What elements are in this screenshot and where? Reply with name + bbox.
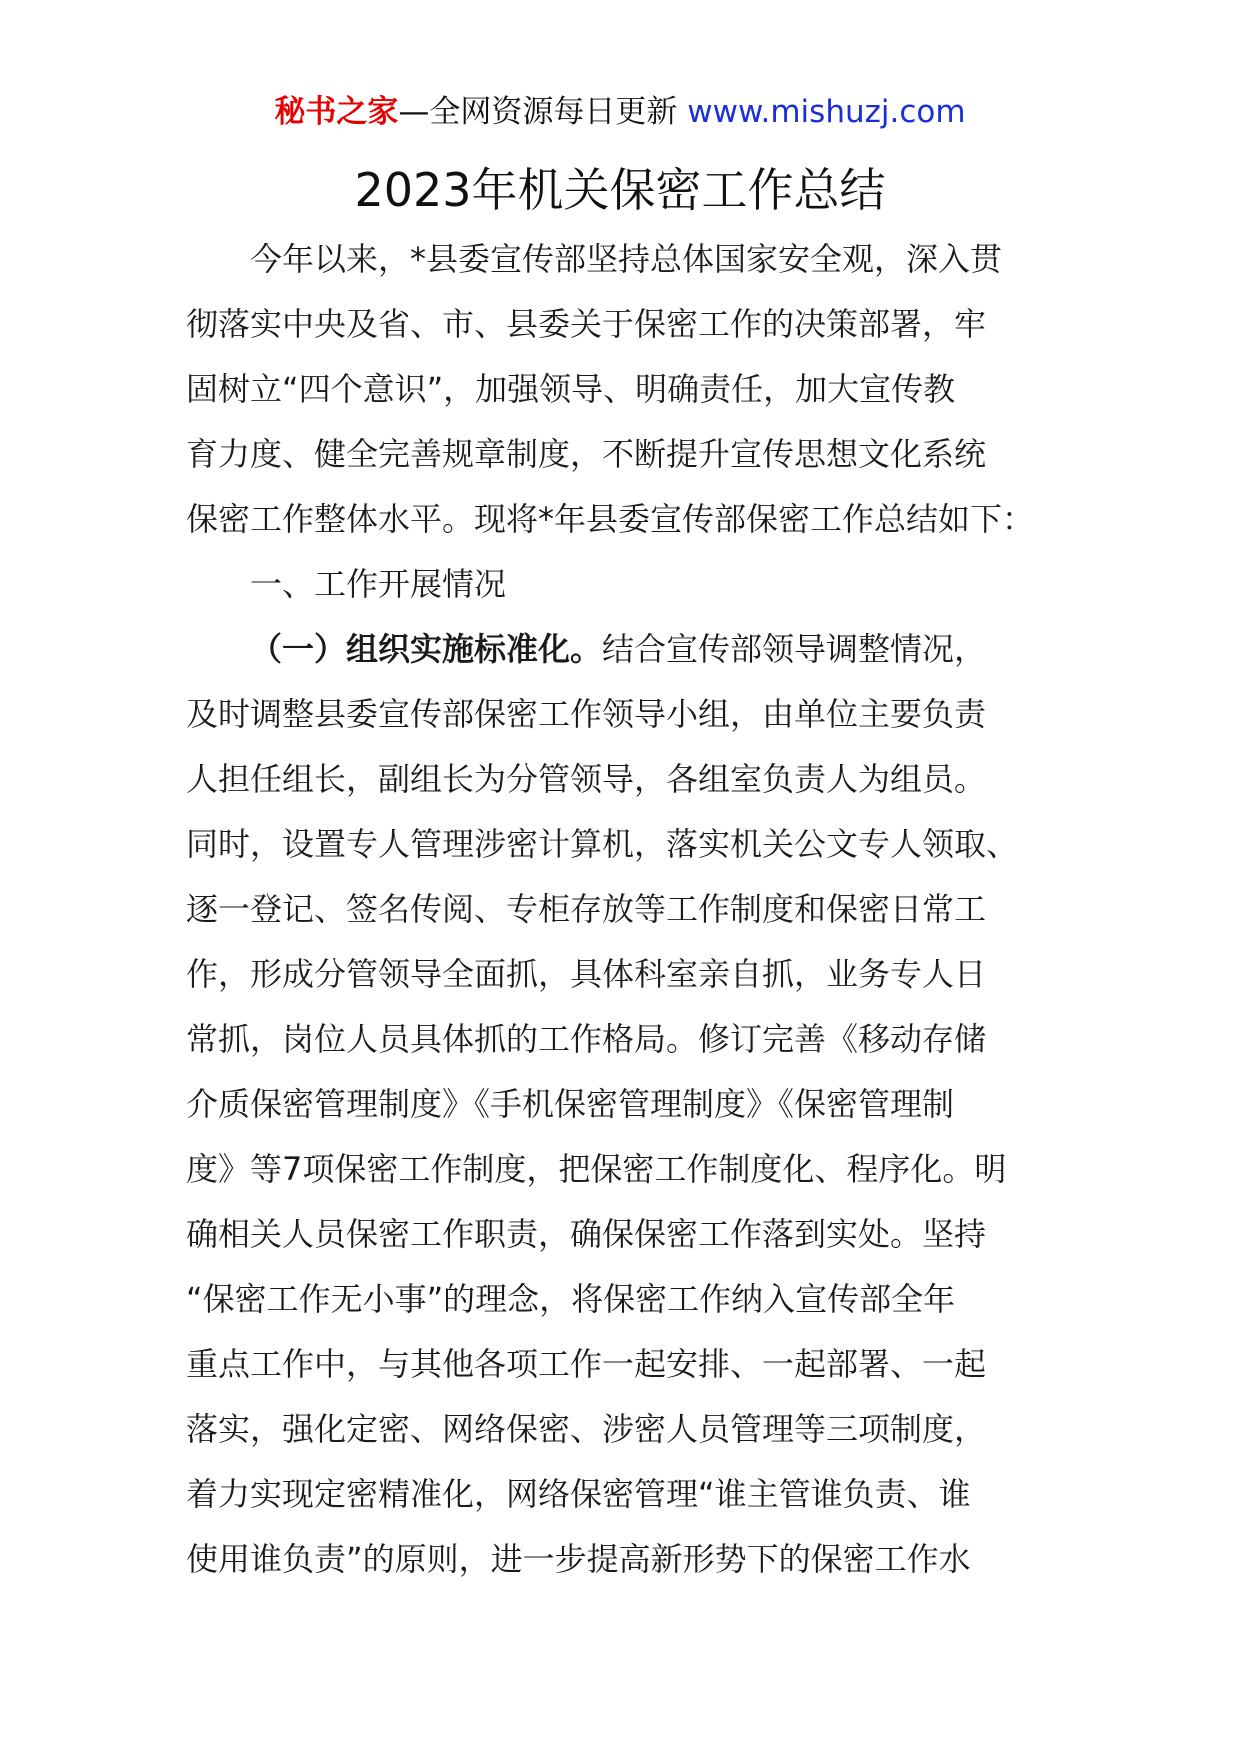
- body-line: 确相关人员保密工作职责，确保保密工作落到实处。坚持: [186, 1215, 987, 1253]
- document-body: [186, 227, 1086, 1592]
- body-line: 保密工作整体水平。现将*年县委宣传部保密工作总结如下：: [186, 500, 1035, 538]
- body-line: 彻落实中央及省、市、县委关于保密工作的决策部署，牢: [186, 305, 987, 343]
- body-line: 及时调整县委宣传部保密工作领导小组，由单位主要负责: [186, 695, 987, 733]
- site-url-link[interactable]: www.mishuzj.com: [687, 94, 966, 130]
- section-heading: 一、工作开展情况: [250, 565, 507, 603]
- body-line: 今年以来，*县委宣传部坚持总体国家安全观，深入贯: [250, 240, 1003, 278]
- body-line: 逐一登记、签名传阅、专柜存放等工作制度和保密日常工: [186, 890, 987, 928]
- body-line: 度》等7项保密工作制度，把保密工作制度化、程序化。明: [186, 1150, 1007, 1188]
- body-line: 介质保密管理制度》《手机保密管理制度》《保密管理制: [186, 1085, 955, 1123]
- document-title: 2023年机关保密工作总结: [354, 163, 886, 217]
- subsection-line: [186, 617, 1086, 682]
- body-line: 固树立“四个意识”，加强领导、明确责任，加大宣传教: [186, 370, 956, 408]
- body-line: 重点工作中，与其他各项工作一起安排、一起部署、一起: [186, 1345, 987, 1383]
- body-line: 作，形成分管领导全面抓，具体科室亲自抓，业务专人日: [186, 955, 987, 993]
- subsection-heading: （一）组织实施标准化。: [250, 630, 603, 668]
- body-line: “保密工作无小事”的理念，将保密工作纳入宣传部全年: [186, 1280, 956, 1318]
- body-text: 结合宣传部领导调整情况，: [602, 630, 987, 668]
- body-line: 落实，强化定密、网络保密、涉密人员管理等三项制度，: [186, 1410, 987, 1448]
- body-line: 同时，设置专人管理涉密计算机，落实机关公文专人领取、: [186, 825, 1019, 863]
- site-header: [0, 92, 1240, 132]
- body-line: 常抓，岗位人员具体抓的工作格局。修订完善《移动存储: [186, 1020, 987, 1058]
- body-line: 使用谁负责”的原则，进一步提高新形势下的保密工作水: [186, 1540, 971, 1578]
- site-tagline: —全网资源每日更新: [398, 94, 688, 130]
- body-line: 人担任组长，副组长为分管领导，各组室负责人为组员。: [186, 760, 987, 798]
- body-line: 育力度、健全完善规章制度，不断提升宣传思想文化系统: [186, 435, 987, 473]
- site-brand: 秘书之家: [274, 94, 399, 130]
- body-line: 着力实现定密精准化，网络保密管理“谁主管谁负责、谁: [186, 1475, 971, 1513]
